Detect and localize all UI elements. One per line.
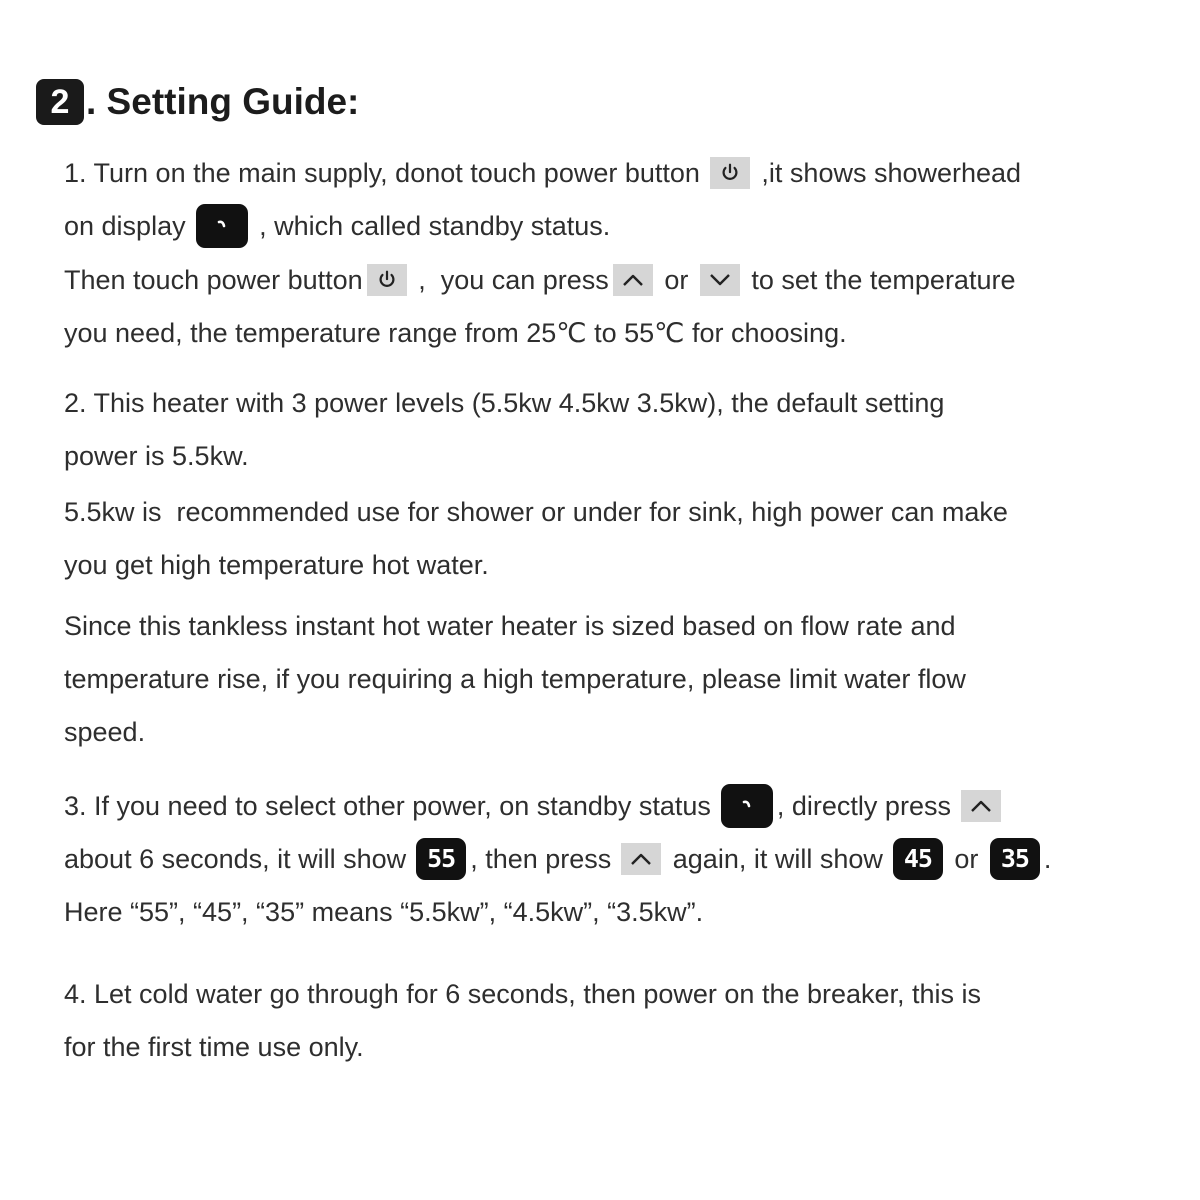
display-35-icon: 35 — [990, 838, 1040, 880]
section-number-badge: 2 — [36, 79, 84, 125]
chevron-up-icon — [961, 790, 1001, 822]
section-heading — [36, 78, 359, 126]
step3-line2: about 6 seconds, it will show 55 , then press again, it will show 45 or 35 . — [64, 841, 1051, 877]
step2-line7: speed. — [64, 717, 146, 747]
chevron-up-icon — [621, 843, 661, 875]
step1-line1: 1. Turn on the main supply, donot touch power button ,it shows showerhead — [64, 158, 1022, 188]
step2-line3: 5.5kw is recommended use for shower or under for sink, high power can make — [64, 497, 1008, 527]
step4-line1: 4. Let cold water go through for 6 seconds, then power on the breaker, this is — [64, 979, 982, 1009]
step2-line5: Since this tankless instant hot water heater is sized based on flow rate and — [64, 611, 956, 641]
step1-line3: Then touch power button , you can press or to set the temperature — [64, 265, 1016, 295]
step2-line6: temperature rise, if you requiring a high temperature, please limit water flow — [64, 664, 966, 694]
step2-line2: power is 5.5kw. — [64, 441, 249, 471]
step1-line4: you need, the temperature range from 25℃ to 55℃ for choosing. — [64, 318, 847, 348]
step1-line2: on display , which called standby status. — [64, 208, 610, 244]
step2-line1: 2. This heater with 3 power levels (5.5kw 4.5kw 3.5kw), the default setting — [64, 388, 945, 418]
chevron-down-icon — [700, 264, 740, 296]
step3-line3: Here “55”, “45”, “35” means “5.5kw”, “4.5kw”, “3.5kw”. — [64, 897, 704, 927]
showerhead-icon — [196, 204, 248, 248]
display-45-icon: 45 — [893, 838, 943, 880]
step2-line4: you get high temperature hot water. — [64, 550, 489, 580]
step4-line2: for the first time use only. — [64, 1032, 364, 1062]
section-title: . Setting Guide: — [86, 81, 360, 122]
power-icon — [367, 264, 407, 296]
power-icon — [710, 157, 750, 189]
showerhead-icon — [721, 784, 773, 828]
chevron-up-icon — [613, 264, 653, 296]
step3-line1: 3. If you need to select other power, on standby status , directly press — [64, 788, 1005, 824]
display-55-icon: 55 — [416, 838, 466, 880]
